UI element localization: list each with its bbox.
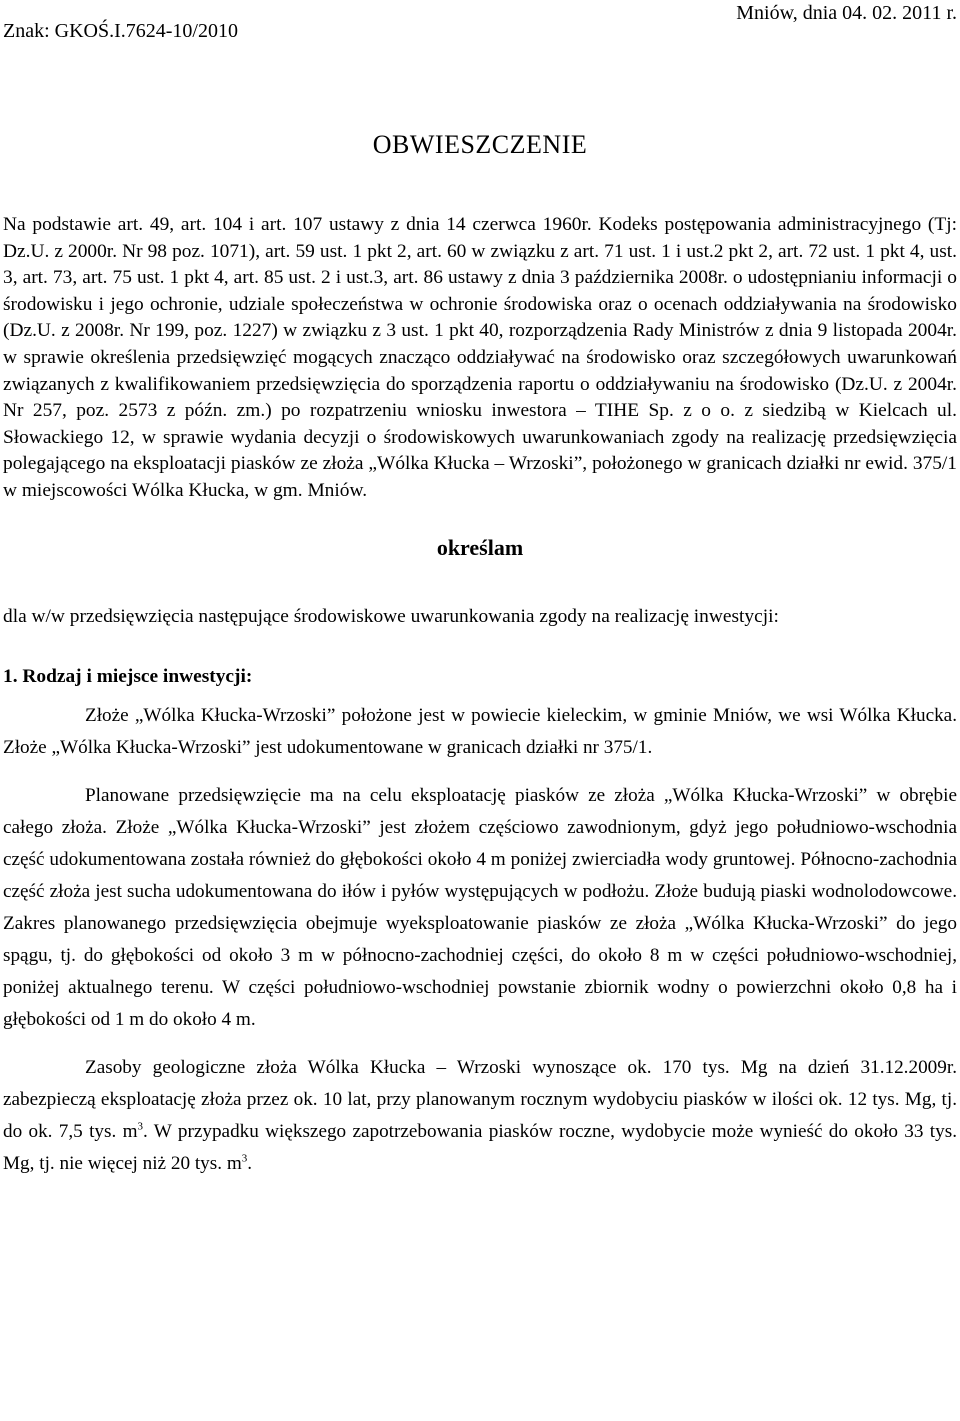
section-1-body: [3, 700, 957, 1180]
section-1-paragraph-2: Planowane przedsięwzięcie ma na celu eksploatację piasków ze złoża „Wólka Kłucka-Wrzoski” w obrębie całego złoża. Złoże „Wólka Kłucka-Wrzoski” jest złożem częściowo zawodnionym, gdyż jego południowo-wschodnia część udokumentowana została również do głębokości około 4 m poniżej zwierciadła wody gruntowej. Północno-zachodnia część złoża jest sucha udokumentowana do iłów i pyłów występujących w podłożu. Złoże budują piaski wodnolodowcowe. Zakres planowanego przedsięwzięcia obejmuje wyeksploatowanie piasków ze złoża „Wólka Kłucka-Wrzoski” do jego spągu, tj. do głębokości od około 3 m w północno-zachodniej części, do około 8 m w części południowo-wschodniej, poniżej aktualnego terenu. W części południowo-wschodniej powstanie zbiornik wodny o powierzchni około 0,8 ha i głębokości od 1 m do około 4 m.: [3, 784, 957, 1030]
decision-word: określam: [436, 534, 524, 560]
reference-number: Znak: GKOŚ.I.7624-10/2010: [3, 20, 238, 42]
resources-text-cont: . W przypadku większego zapotrzebowania piasków roczne, wydobycie może wynieść do około 33 tys. Mg, tj. nie więcej niż 20 tys. m: [3, 1120, 957, 1174]
section-1-paragraph-3: [3, 1052, 957, 1180]
section-1-paragraph-1: Złoże „Wólka Kłucka-Wrzoski” położone jest w powiecie kieleckim, w gminie Mniów, we wsi Wólka Kłucka. Złoże „Wólka Kłucka-Wrzoski” jest udokumentowane w granicach działki nr 375/1.: [3, 704, 957, 758]
document-header: [3, 0, 957, 60]
resources-text: Zasoby geologiczne złoża Wólka Kłucka – Wrzoski wynoszące ok. 170 tys. Mg na dzień 31.12.2009r. zabezpieczą eksploatację złoża przez ok. 10 lat, przy planowanym rocznym wydobyciu piasków w ilości ok. 12 tys. Mg, tj. do ok. 7,5 tys. m: [3, 1056, 957, 1142]
document-title: OBWIESZCZENIE: [372, 130, 588, 159]
decision-intro: dla w/w przedsięwzięcia następujące środowiskowe uwarunkowania zgody na realizację inwestycji:: [3, 605, 779, 627]
document-page: [3, 0, 957, 1194]
cubic-superscript-2: 3: [241, 1152, 248, 1165]
resources-text-end: .: [247, 1152, 253, 1174]
legal-basis-text: Na podstawie art. 49, art. 104 i art. 107 ustawy z dnia 14 czerwca 1960r. Kodeks postępowania administracyjnego (Tj: Dz.U. z 2000r. Nr 98 poz. 1071), art. 59 ust. 1 pkt 2, art. 60 w związku z art. 71 ust. 1 i ust.2 pkt 2, art. 72 ust. 1 pkt 4, ust. 3, art. 73, art. 75 ust. 1 pkt 4, art. 85 ust. 2 i ust.3, art. 86 ustawy z dnia 3 października 2008r. o udostępnianiu informacji o środowisku i jego ochronie, udziale społeczeństwa w ochronie środowiska oraz o ocenach oddziaływania na środowisko (Dz.U. z 2008r. Nr 199, poz. 1227) w związku z 3 ust. 1 pkt 40, rozporządzenia Rady Ministrów z dnia 9 listopada 2004r. w sprawie określenia przedsięwzięć mogących znacząco oddziaływać na środowisko oraz szczegółowych uwarunkowań związanych z kwalifikowaniem przedsięwzięcia do sporządzenia raportu o oddziaływaniu na środowisko (Dz.U. z 2004r. Nr 257, poz. 2573 z późn. zm.) po rozpatrzeniu wniosku inwestora – TIHE Sp. z o o. z siedzibą w Kielcach ul. Słowackiego 12, w sprawie wydania decyzji o środowiskowych uwarunkowaniach zgody na realizację przedsięwzięcia polegającego na eksploatacji piasków ze złoża „Wólka Kłucka – Wrzoski”, położonego w granicach działki nr ewid. 375/1 w miejscowości Wólka Kłucka, w gm. Mniów.: [3, 214, 957, 501]
section-1-heading: 1. Rodzaj i miejsce inwestycji:: [3, 665, 253, 687]
cubic-superscript: 3: [137, 1120, 144, 1133]
legal-basis: [3, 212, 957, 505]
document-date: Mniów, dnia 04. 02. 2011 r.: [736, 2, 957, 24]
